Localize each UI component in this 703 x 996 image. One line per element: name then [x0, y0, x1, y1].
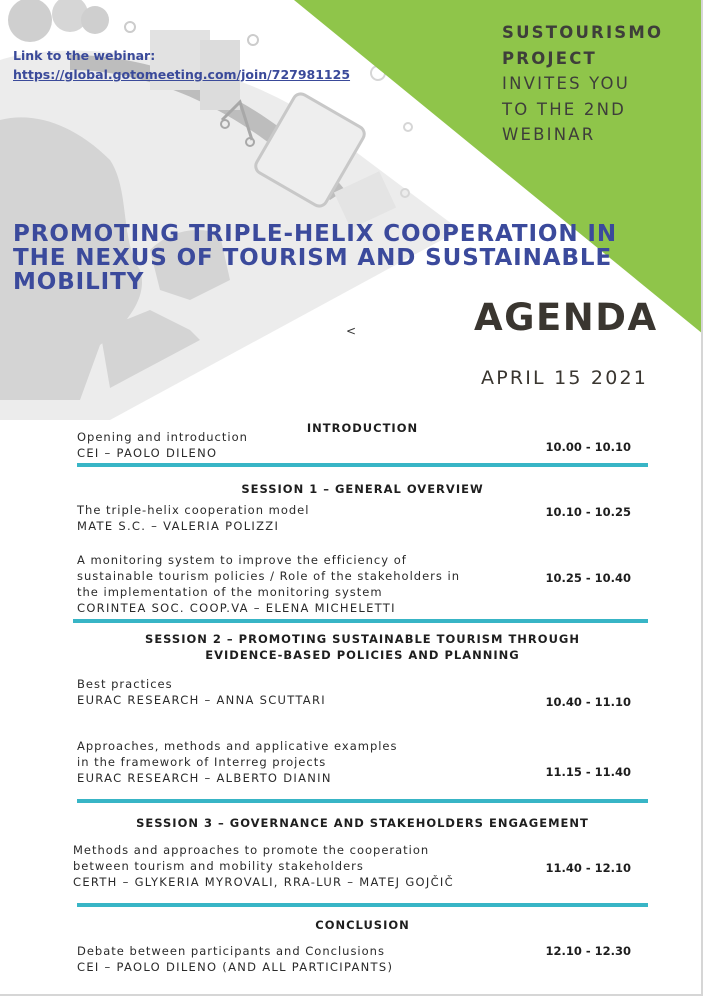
- webinar-link-block: [13, 46, 350, 84]
- item-speaker: CERTH – GLYKERIA MYROVALI, RRA-LUR – MATEJ GOJČIČ: [73, 875, 454, 889]
- invite-project-label: PROJECT: [502, 48, 597, 68]
- item-time: 11.40 - 12.10: [545, 861, 631, 875]
- invite-line: INVITES YOU: [502, 74, 631, 93]
- item-title: A monitoring system to improve the efficiency of: [77, 553, 407, 567]
- section-session-3: [73, 803, 648, 903]
- agenda-item: [77, 943, 648, 975]
- title-line: THE NEXUS OF TOURISM AND SUSTAINABLE: [13, 245, 613, 271]
- invite-project-name: SUSTOURISMO: [502, 23, 664, 42]
- item-speaker: MATE S.C. – VALERIA POLIZZI: [77, 519, 280, 533]
- item-title: in the framework of Interreg projects: [77, 755, 327, 769]
- section-heading: INTRODUCTION: [306, 421, 419, 435]
- section-introduction: [77, 418, 648, 463]
- agenda-item: [77, 676, 648, 708]
- item-time: 10.25 - 10.40: [545, 571, 631, 585]
- item-speaker: CORINTEA SOC. COOP.VA – ELENA MICHELETTI: [77, 601, 396, 615]
- webinar-link[interactable]: https://global.gotomeeting.com/join/727981125: [13, 67, 351, 82]
- item-time: 12.10 - 12.30: [545, 944, 631, 958]
- section-heading: SESSION 1 – GENERAL OVERVIEW: [241, 482, 484, 496]
- invite-line: TO THE 2ND: [502, 99, 627, 119]
- section-heading: [77, 631, 648, 663]
- title-line: PROMOTING TRIPLE-HELIX COOPERATION IN: [13, 221, 618, 247]
- item-time: 10.00 - 10.10: [545, 440, 631, 454]
- stray-glyph: <: [346, 324, 357, 338]
- section-session-2: [77, 623, 648, 799]
- agenda-item: [73, 842, 648, 890]
- item-title: The triple-helix cooperation model: [77, 503, 310, 517]
- section-heading-line: EVIDENCE-BASED POLICIES AND PLANNING: [205, 648, 520, 662]
- agenda-item: [77, 552, 648, 616]
- item-speaker: EURAC RESEARCH – ALBERTO DIANIN: [77, 771, 332, 785]
- item-speaker: CEI – PAOLO DILENO: [77, 446, 218, 460]
- item-title: Opening and introduction: [77, 430, 248, 444]
- item-title: Debate between participants and Conclusions: [77, 944, 385, 958]
- section-heading: SESSION 3 – GOVERNANCE AND STAKEHOLDERS ENGAGEMENT: [136, 816, 589, 830]
- item-speaker: EURAC RESEARCH – ANNA SCUTTARI: [77, 693, 326, 707]
- agenda-table: [73, 418, 648, 987]
- title-line: MOBILITY: [13, 269, 145, 295]
- section-heading-line: SESSION 2 – PROMOTING SUSTAINABLE TOURISM THROUGH: [145, 632, 580, 646]
- section-heading: CONCLUSION: [315, 918, 410, 932]
- item-time: 11.15 - 11.40: [545, 765, 631, 779]
- agenda-item: [77, 429, 648, 461]
- item-title: sustainable tourism policies / Role of the stakeholders in: [77, 569, 461, 583]
- event-date: APRIL 15 2021: [481, 367, 649, 389]
- item-time: 10.10 - 10.25: [545, 505, 631, 519]
- item-title: the implementation of the monitoring system: [77, 585, 383, 599]
- invitation-text: [502, 20, 663, 148]
- item-title: Best practices: [77, 677, 173, 691]
- section-session-1: [77, 467, 648, 619]
- agenda-item: [77, 738, 648, 786]
- item-title: Approaches, methods and applicative examples: [77, 739, 398, 753]
- webinar-link-label: Link to the webinar:: [13, 48, 156, 63]
- invite-line: WEBINAR: [502, 125, 596, 144]
- item-title: between tourism and mobility stakeholders: [73, 859, 364, 873]
- agenda-item: [77, 502, 648, 534]
- section-conclusion: [77, 907, 648, 987]
- item-title: Methods and approaches to promote the cooperation: [73, 843, 430, 857]
- agenda-heading: AGENDA: [474, 296, 658, 339]
- webinar-title: [13, 222, 673, 294]
- item-time: 10.40 - 11.10: [545, 695, 631, 709]
- item-speaker: CEI – PAOLO DILENO (AND ALL PARTICIPANTS): [77, 960, 394, 974]
